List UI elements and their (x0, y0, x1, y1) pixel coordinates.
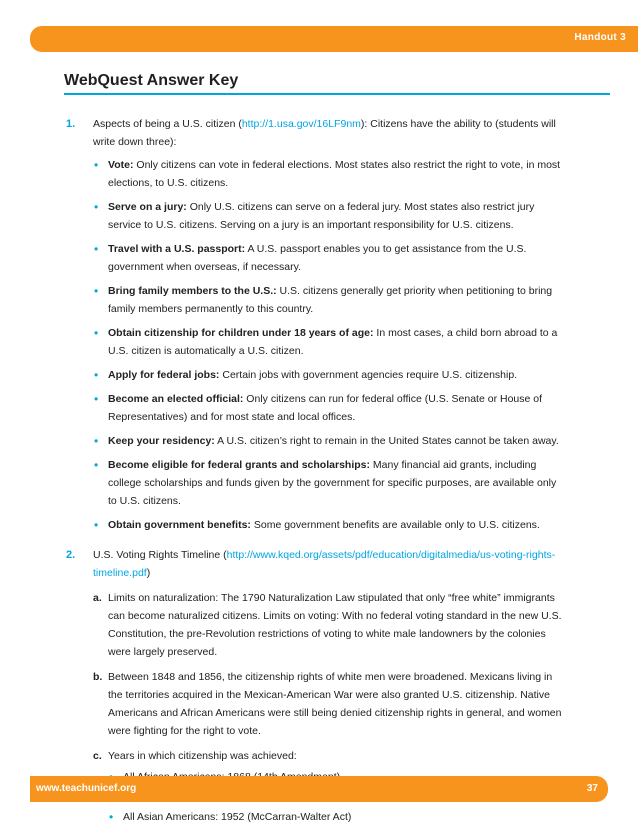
list-item: • Obtain citizenship for children under 18 years of age: In most cases, a child born abroad to a U.S. citizen is automatically a U.S. citizen. (93, 324, 564, 360)
list-item: • Apply for federal jobs: Certain jobs with government agencies require U.S. citizenship. (93, 366, 564, 384)
footer-bar (30, 776, 608, 802)
question-1-intro: Aspects of being a U.S. citizen (http://1.usa.gov/16LF9nm): Citizens have the ability to (students will write down three): (93, 118, 556, 148)
question-1 (64, 115, 564, 534)
list-item: • Travel with a U.S. passport: A U.S. passport enables you to get assistance from the U.S. government when overseas, if necessary. (93, 240, 564, 276)
list-item: • Obtain government benefits: Some government benefits are available only to U.S. citizens. (93, 516, 564, 534)
list-item: • Become an elected official: Only citizens can run for federal office (U.S. Senate or House of Representatives) and for most state and local offices. (93, 390, 564, 426)
voting-timeline-link[interactable]: http://www.kqed.org/assets/pdf/education/digitalmedia/us-voting-rights-timeline.pdf (93, 549, 556, 579)
citizen-aspects-link[interactable]: http://1.usa.gov/16LF9nm (241, 118, 361, 130)
list-item: c. Years in which citizenship was achieved: • • • All Asian Americans: 1952 (McCarran-Walter Act) (93, 747, 564, 826)
title-divider (64, 93, 610, 95)
footer-url-link[interactable]: www.teachunicef.org (36, 783, 137, 794)
question-2-intro: U.S. Voting Rights Timeline (http://www.kqed.org/assets/pdf/education/digitalmedia/us-voting-rights-timeline.pdf) (93, 549, 556, 579)
list-item: • Keep your residency: A U.S. citizen’s right to remain in the United States cannot be taken away. (93, 432, 564, 450)
question-number: 2. (66, 549, 76, 561)
list-item: • Serve on a jury: Only U.S. citizens can serve on a federal jury. Most states also restrict jury service to U.S. citizens. Serving on a jury is an important responsibility for U.S. citizens. (93, 198, 564, 234)
answer-key-content (64, 115, 564, 833)
handout-label: Handout 3 (574, 32, 626, 43)
citizen-aspects-list (93, 156, 564, 534)
list-item: a. Limits on naturalization: The 1790 Naturalization Law stipulated that only “free white” immigrants can become naturalized citizens. Limits on voting: With no federal voting standard in the new U.S. Constitution, the pre-Revolution restrictions of voting to white male landowners by the colonies were largely preserved. (93, 592, 562, 658)
list-item: • Become eligible for federal grants and scholarships: Many financial aid grants, including college scholarships and funds given by the government for specific purposes, are available only to U.S. citizens. (93, 456, 564, 510)
page-title: WebQuest Answer Key (64, 72, 239, 89)
list-item: • Bring family members to the U.S.: U.S. citizens generally get priority when petitioning to bring family members permanently to this country. (93, 282, 564, 318)
list-item: • Vote: Only citizens can vote in federal elections. Most states also restrict the right to vote, in most elections, to U.S. citizens. (93, 156, 564, 192)
page-number: 37 (586, 783, 598, 794)
list-item: b. Between 1848 and 1856, the citizenship rights of white men were broadened. Mexicans living in the territories acquired in the Mexican-American War were also granted U.S. citizenship. Native Americans and African Americans were still being denied citizenship rights in general, and women were fighting for the right to vote. (93, 671, 562, 737)
header-bar (30, 26, 638, 52)
question-number: 1. (66, 118, 76, 130)
list-item: • All Asian Americans: 1952 (McCarran-Walter Act) (108, 808, 564, 826)
